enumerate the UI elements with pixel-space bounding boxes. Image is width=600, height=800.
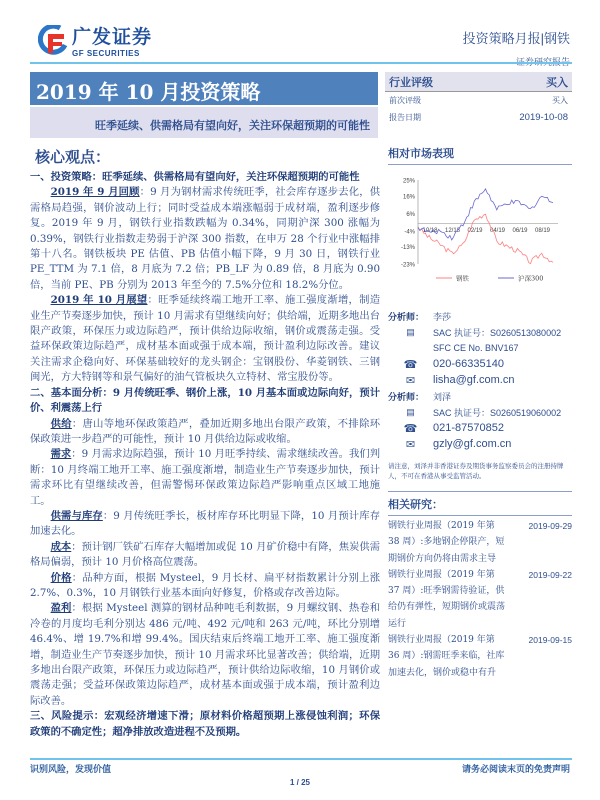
page-number: 1 / 25 (289, 778, 310, 787)
analyst-note: 请注意，刘泽并非香港证券及期货事务监察委员会的注册持牌人，不可在香港从事受监管活动。 (388, 462, 564, 480)
paragraph: 成本：预计钢厂铁矿石库存大幅增加或促 10 月矿价稳中有降，焦炭供需格局偏弱，预计 10 月价格高位震荡。 (30, 540, 380, 569)
y-tick-label: -13% (400, 245, 415, 251)
legend-label: 沪深300 (518, 274, 544, 283)
phone-icon: ☎ (403, 358, 418, 371)
paragraph: 供需与库存：9 月传统旺季长，板材库存环比明显下降，10 月预计库存加速去化。 (30, 509, 380, 538)
page-title: 2019 年 10 月投资策略 (30, 72, 378, 105)
related-research-heading: 相关研究： (388, 496, 572, 516)
disclaimer-notice: 请务必阅读末页的免责声明 (461, 764, 570, 774)
divider (388, 491, 572, 492)
x-tick-label: 10/18 (422, 227, 438, 234)
core-views-heading: 核心观点： (35, 148, 111, 166)
mail-icon: ✉ (405, 438, 416, 451)
footer-divider (30, 758, 572, 760)
header-divider (30, 62, 572, 64)
related-research-list (388, 518, 572, 681)
chart-title: 相对市场表现 (388, 145, 572, 165)
paragraph: 2019 年 9 月回顾：9 月为钢材需求传统旺季，社会库存逐步去化，供需格局趋强，钢价波动上行；同时受益成本端涨幅弱于成材端，盈利逐步修复。2019 年 9 月，钢铁行业指数跌幅为 0.34%，同期沪深 300 涨幅为 0.39%，钢铁行业指数走势弱于沪深 300 指数，在申万 28 个行业中涨幅排第十八名。钢铁板块 PE 估值、PB 估值小幅下降，9 月 30 日，钢铁行业 PE_TTM 为 7.1 倍，8 月底为 7.2 倍；PB_LF 为 0.89 倍，8 月底为 0.90 倍，当前 PE、PB 分别为 2013 年至今的 7.5%分位和 18.2%分位。 (30, 186, 381, 291)
list-item[interactable]: 钢铁行业周报（2019 年第 38 周）:多地钢企停限产，短期钢价方向仍将由需求主导 2019-09-29 (388, 521, 572, 564)
company-logo: 广发证券 GF SECURITIES (38, 22, 152, 58)
x-tick-label: 08/19 (534, 227, 551, 234)
series-line-0 (418, 214, 553, 263)
x-tick-label: 06/19 (512, 227, 528, 234)
rating-box: 行业评级 买入 前次评级 买入 报告日期 2019-10-08 (385, 72, 572, 126)
list-item[interactable]: 钢铁行业周报（2019 年第 37 周）:旺季钢需待验证，供给仍有弹性，短期钢价或震荡运行 2019-09-22 (388, 569, 572, 629)
x-tick-label: 04/19 (489, 227, 506, 234)
mail-icon: ✉ (405, 374, 416, 387)
certificate-icon: ▤ (406, 326, 415, 337)
analyst-1: 分析师： 李莎 ▤ SAC 执证号：S0260513080002 SFC CE No. BNV167 ☎ 020-66335140 ✉ lisha@gf.com.cn 分析师： 刘泽 ▤ SAC 执证号：S0260519060002 ☎ 021-87570852 ✉ gzly@gf.com.cn (388, 312, 562, 451)
footer-slogan: 识别风险，发现价值 (30, 764, 112, 774)
page-subtitle: 旺季延续、供需格局有望向好，关注环保超预期的可能性 (30, 105, 378, 138)
logo-mark-icon (38, 25, 68, 55)
paragraph: 需求：9 月需求边际趋强，预计 10 月旺季持续、需求继续改善。我们判断：10 月终端工地开工率、施工强度渐增，制造业生产节奏逐步加快，预计需求环比有望继续改善，但需警惕环保政策边际趋严影响重点区域工地施工。 (30, 448, 380, 507)
paragraph: 2019 年 10 月展望：旺季延续终端工地开工率、施工强度渐增，制造业生产节奏逐步加快，预计 10 月需求有望继续向好；供给端，近期多地出台限产政策，环保压力或边际趋严，预计供给边际收缩，钢价或震荡走强。受益环保政策边际趋严，成材基本面或强于成本端，预计盈利边际改善。建议关注需求企稳向好、环保基础较好的龙头钢企：宝钢股份、华菱钢铁、三钢闽光，方大特钢等和景气偏好的油气管板块久立特材、常宝股份等。 (30, 294, 380, 384)
relative-performance-chart (388, 172, 572, 284)
y-tick-label: 6% (406, 211, 415, 218)
y-tick-label: 25% (402, 178, 415, 185)
certificate-icon: ▤ (406, 406, 415, 417)
y-tick-label: 16% (402, 194, 415, 201)
y-tick-label: -4% (404, 229, 415, 236)
core-views-body: 一、投资策略：旺季延续、供需格局有望向好，关注环保超预期的可能性 2019 年 9 月回顾：9 月为钢材需求传统旺季，社会库存逐步去化，供需格局趋强，钢价波动上行；同时受益成本端涨幅弱于成材端，盈利逐步修复。2019 年 9 月，钢铁行业指数跌幅为 0.34%，同期沪深 300 涨幅为 0.39%，钢铁行业指数走势弱于沪深 300 指数，在申万 28 个行业中涨幅排第十八名。钢铁板块 PE 估值、PB 估值小幅下降，9 月 30 日，钢铁行业 PE_TTM 为 7.1 倍，8 月底为 7.2 倍；PB_LF 为 0.89 倍，8 月底为 0.90 倍，当前 PE、PB 分别为 2013 年至今的 7.5%分位和 18.2%分位。 2019 年 10 月展望：旺季延续终端工地开工率、施工强度渐增，制造业生产节奏逐步加快，预计 10 月需求有望继续向好；供给端，近期多地出台限产政策，环保压力或边际趋严，预计供给边际收缩，钢价或震荡走强。受益环保政策边际趋严，成材基本面或强于成本端，预计盈利边际改善。建议关注需求企稳向好、环保基础较好的龙头钢企：宝钢股份、华菱钢铁、三钢闽光，方大特钢等和景气偏好的油气管板块久立特材、常宝股份等。 二、基本面分析：9 月传统旺季、钢价上涨，10 月基本面或边际向好，预计价、利震荡上行 供给：唐山等地环保政策趋严，叠加近期多地出台限产政策，不排除环保政策进一步趋严的可能性，预计 10 月供给边际或收缩。 需求：9 月需求边际趋强，预计 10 月旺季持续、需求继续改善。我们判断：10 月终端工地开工率、施工强度渐增，制造业生产节奏逐步加快，预计需求环比有望继续改善，但需警惕环保政策边际趋严影响重点区域工地施工。 供需与库存：9 月传统旺季长，板材库存环比明显下降，10 月预计库存加速去化。 成本：预计钢厂铁矿石库存大幅增加或促 10 月矿价稳中有降，焦炭供需格局偏弱，预计 10 月价格高位震荡。 价格：品种方面，根据 Mysteel，9 月长材、扁平材指数累计分别上涨 2.7%、0.3%，10 月钢铁行业基本面向好修复，价格或存改善边际。 盈利：根据 Mysteel 测算的钢材品种吨毛利数据，9 月螺纹钢、热卷和冷卷的月度均毛利分别达 486 元/吨、492 元/吨和 263 元/吨，环比分别增 46.4%、增 19.7%和增 99.4%。国庆结束后终端工地开工率、施工强度渐增，制造业生产节奏逐步加快，预计 10 月需求环比显著改善；供给端，近期多地出台限产政策，环保压力或边际趋严，预计供给边际收缩，10 月钢价或震荡走强；受益环保政策边际趋严，成材基本面或强于成本端，预计盈利边际改善。 三、风险提示：宏观经济增速下滑；原材料价格超预期上涨侵蚀利润；环保政策的不确定性；超净排放改造进程不及预期。 (30, 171, 381, 738)
report-type: 投资策略月报|钢铁 (462, 31, 570, 46)
y-tick-label: -23% (400, 262, 415, 269)
x-tick-label: 12/18 (444, 227, 461, 234)
paragraph: 价格：品种方面，根据 Mysteel，9 月长材、扁平材指数累计分别上涨 2.7%、0.3%，10 月钢铁行业基本面向好修复，价格或存改善边际。 (30, 571, 381, 599)
legend-label: 钢铁 (456, 274, 469, 283)
paragraph: 供给：唐山等地环保政策趋严，叠加近期多地出台限产政策，不排除环保政策进一步趋严的可能性，预计 10 月供给边际或收缩。 (30, 417, 381, 445)
phone-icon: ☎ (403, 422, 418, 435)
list-item[interactable]: 钢铁行业周报（2019 年第 36 周）:钢需旺季来临，社库加速去化，钢价或稳中有升 2019-09-15 (388, 635, 572, 678)
paragraph: 盈利：根据 Mysteel 测算的钢材品种吨毛利数据，9 月螺纹钢、热卷和冷卷的月度均毛利分别达 486 元/吨、492 元/吨和 263 元/吨，环比分别增 46.4%、增 19.7%和增 99.4%。国庆结束后终端工地开工率、施工强度渐增，制造业生产节奏逐步加快，预计 10 月需求环比显著改善；供给端，近期多地出台限产政策，环保压力或边际趋严，预计供给边际收缩，10 月钢价或震荡走强；受益环保政策边际趋严，成材基本面或强于成本端，预计盈利边际改善。 (30, 602, 380, 707)
x-tick-label: 02/19 (467, 227, 483, 234)
